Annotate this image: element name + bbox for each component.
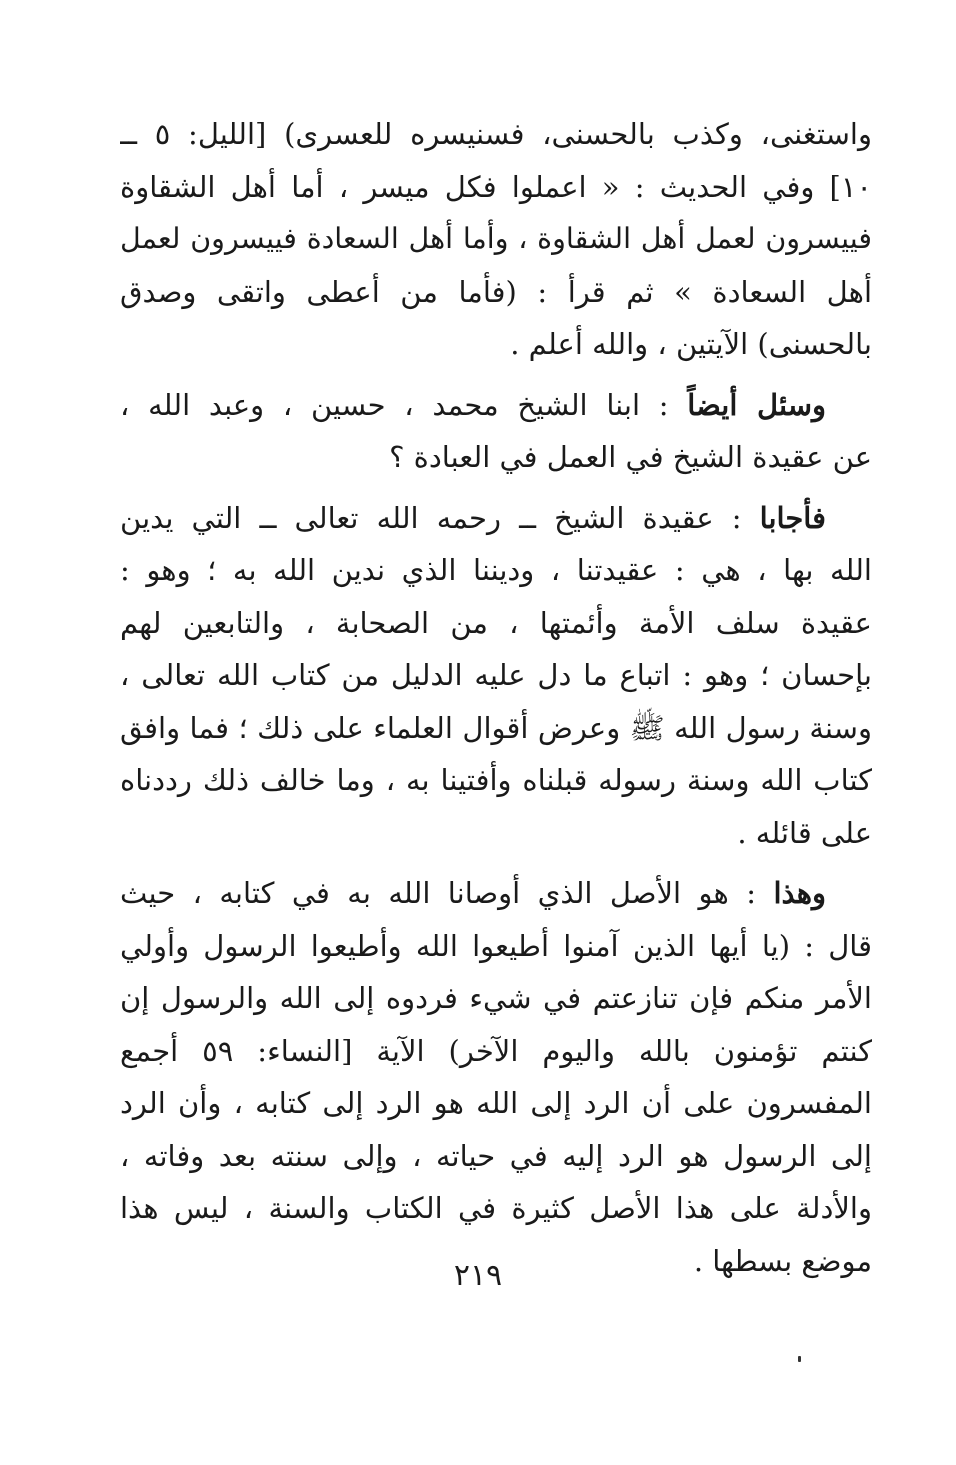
- text-line: على قائله .: [737, 815, 872, 850]
- text-line-rest: : ابنا الشيخ محمد ، حسين ، وعبد الله ،: [120, 387, 669, 422]
- text-line: عن عقيدة الشيخ في العمل في العبادة ؟: [389, 440, 872, 474]
- paragraph-principle: [120, 867, 872, 1287]
- text-line: والأدلة على هذا الأصل كثيرة في الكتاب والسنة ، ليس هذا: [120, 1191, 872, 1225]
- text-line: وسنة رسول الله ﷺ وعرض أقوال العلماء على ذلك ؛ فما وافق: [120, 710, 872, 745]
- text-line: [120, 379, 872, 432]
- text-line: كتاب الله وسنة رسوله قبلناه وأفتينا به ، وما خالف ذلك رددناه: [120, 763, 872, 797]
- page-number: ٢١٩: [453, 1258, 503, 1293]
- text-line: الأمر منكم فإن تنازعتم في شيء فردوه إلى الله والرسول إن: [120, 981, 872, 1015]
- text-line: [120, 867, 872, 920]
- paragraph-hadith: [120, 108, 872, 371]
- question-lead: وسئل أيضاً: [687, 387, 826, 422]
- paragraph-question: [120, 379, 872, 484]
- text-line: موضع بسطها .: [693, 1243, 872, 1278]
- text-line: [120, 492, 872, 545]
- page-body: [120, 108, 872, 1295]
- text-line: المفسرون على أن الرد إلى الله هو الرد إلى كتابه ، وأن الرد: [120, 1086, 872, 1120]
- answer-lead: فأجابا: [759, 500, 826, 535]
- text-line: قال : (يا أيها الذين آمنوا أطيعوا الله وأطيعوا الرسول وأولي: [120, 928, 872, 963]
- principle-lead: وهذا: [773, 876, 827, 910]
- paragraph-answer: [120, 492, 872, 860]
- text-line: بالحسنى) الآيتين ، والله أعلم .: [510, 327, 872, 361]
- text-line: الله بها ، هي : عقيدتنا ، وديننا الذي ندين الله به ؛ وهو :: [120, 553, 872, 587]
- text-line-rest: : هو الأصل الذي أوصانا الله به في كتابه ، حيث: [120, 876, 756, 910]
- text-line: واستغنى، وكذب بالحسنى، فسنيسره للعسرى) [الليل: ٥ ــ: [120, 117, 872, 151]
- text-line: عقيدة سلف الأمة وأئمتها ، من الصحابة ، والتابعين لهم: [120, 605, 872, 640]
- text-line: كنتم تؤمنون بالله واليوم الآخر) الآية [النساء: ٥٩ أجمع: [120, 1033, 872, 1068]
- text-line: أهل السعادة » ثم قرأ : (فأما من أعطى واتقى وصدق: [120, 274, 872, 309]
- text-line-rest: : عقيدة الشيخ ــ رحمه الله تعالى ــ التي يدين: [120, 500, 742, 535]
- text-line: فييسرون لعمل أهل الشقاوة ، وأما أهل السعادة فييسرون لعمل: [120, 222, 872, 255]
- scan-speck: [798, 1356, 801, 1362]
- text-line: إلى الرسول هو الرد إليه في حياته ، وإلى سنته بعد وفاته ،: [120, 1138, 872, 1173]
- text-line: بإحسان ؛ وهو : اتباع ما دل عليه الدليل من كتاب الله تعالى ،: [120, 658, 872, 692]
- text-line: ١٠] وفي الحديث : « اعملوا فكل ميسر ، أما أهل الشقاوة: [120, 169, 872, 204]
